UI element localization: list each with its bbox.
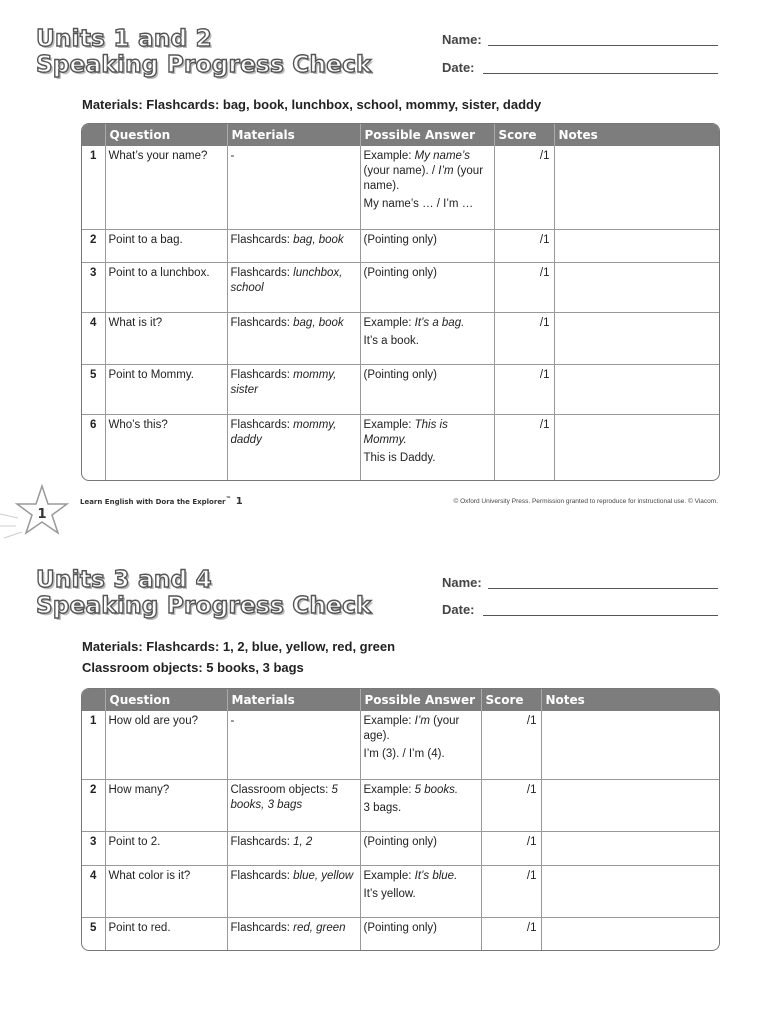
materials-italic: mommy, daddy <box>230 418 337 446</box>
materials-text: Materials: Flashcards: bag, book, lunchbox, school, mommy, sister, daddy <box>82 97 542 112</box>
notes-cell[interactable] <box>541 865 719 917</box>
book-title: Learn English with Dora the Explorer <box>80 498 226 506</box>
answer-alt: This is Daddy. <box>363 451 436 464</box>
materials-text: Flashcards: <box>230 316 294 329</box>
header-answer: Possible Answer <box>360 689 481 711</box>
answer-cell <box>360 711 481 779</box>
table-row <box>82 865 719 917</box>
table-row <box>82 711 719 779</box>
title-line-1: Units 3 and 4 <box>36 567 212 593</box>
question-cell: How many? <box>105 779 227 831</box>
star-page-icon <box>0 478 70 548</box>
date-line <box>483 615 718 616</box>
title-line-1: Units 1 and 2 <box>36 26 212 52</box>
answer-text: (your name). / <box>363 165 439 177</box>
answer-italic: My name’s <box>414 150 471 162</box>
answer-text: Example: <box>363 316 415 329</box>
row-number: 4 <box>82 865 105 917</box>
materials-text: Classroom objects: <box>230 783 332 796</box>
question-cell: What’s your name? <box>105 146 227 229</box>
question-cell: Point to Mommy. <box>105 364 227 414</box>
materials-italic: bag, book <box>293 233 344 246</box>
title-line-2: Speaking Progress Check <box>36 52 372 78</box>
answer-italic: I’m <box>414 715 430 727</box>
question-cell: What color is it? <box>105 865 227 917</box>
star-number: 1 <box>37 507 47 522</box>
notes-cell[interactable] <box>554 364 719 414</box>
answer-alt: It’s yellow. <box>363 887 416 900</box>
score-cell: /1 <box>481 711 541 779</box>
header-score: Score <box>481 689 541 711</box>
answer-text: Example: <box>363 715 415 727</box>
table-row <box>82 831 719 865</box>
row-number: 1 <box>90 715 97 727</box>
materials-text: Flashcards: <box>230 233 294 246</box>
materials-cell <box>227 917 360 950</box>
answer-cell: (Pointing only) <box>360 917 481 950</box>
materials-cell <box>227 831 360 865</box>
question-cell: Point to a bag. <box>105 229 227 262</box>
materials-italic: lunchbox, school <box>230 266 343 294</box>
materials-italic: bag, book <box>293 316 344 329</box>
notes-cell[interactable] <box>541 711 719 779</box>
table-header-row <box>82 689 719 711</box>
row-number: 5 <box>82 364 105 414</box>
name-line <box>488 45 718 46</box>
materials-text: Flashcards: <box>230 418 294 431</box>
title-line-2: Speaking Progress Check <box>36 593 372 619</box>
header-question: Question <box>105 124 227 146</box>
name-field[interactable] <box>442 32 482 47</box>
notes-cell[interactable] <box>554 262 719 312</box>
answer-text: Example: <box>363 869 415 882</box>
row-number: 4 <box>82 312 105 364</box>
header-num <box>82 689 105 711</box>
question-cell: How old are you? <box>105 711 227 779</box>
score-cell: /1 <box>481 865 541 917</box>
materials-cell <box>227 779 360 831</box>
row-number: 6 <box>82 414 105 480</box>
answer-cell <box>360 312 494 364</box>
answer-cell <box>360 865 481 917</box>
header-answer: Possible Answer <box>360 124 494 146</box>
question-cell: Point to 2. <box>105 831 227 865</box>
answer-alt: It’s a book. <box>363 334 419 347</box>
materials-text: Flashcards: <box>230 266 294 279</box>
score-cell: /1 <box>494 146 554 229</box>
materials-cell: - <box>227 711 360 779</box>
table-row <box>82 364 719 414</box>
header-question: Question <box>105 689 227 711</box>
page-title <box>36 26 372 78</box>
answer-italic: It’s blue. <box>414 869 458 882</box>
materials-line-1: Materials: Flashcards: 1, 2, blue, yellow, red, green <box>82 639 396 654</box>
score-cell: /1 <box>481 779 541 831</box>
trademark: ™ <box>225 496 232 503</box>
question-cell: What is it? <box>105 312 227 364</box>
materials-text: Flashcards: <box>230 835 294 848</box>
materials-text <box>82 636 395 678</box>
table-row <box>82 917 719 950</box>
notes-cell[interactable] <box>541 917 719 950</box>
table-row <box>82 414 719 480</box>
answer-italic: I’m <box>438 165 454 177</box>
table-row <box>82 146 719 229</box>
score-cell: /1 <box>481 831 541 865</box>
answer-cell: (Pointing only) <box>360 831 481 865</box>
materials-cell <box>227 364 360 414</box>
materials-italic: mommy, sister <box>230 368 337 396</box>
table-row <box>82 312 719 364</box>
answer-cell <box>360 414 494 480</box>
row-number: 1 <box>90 150 97 162</box>
row-number: 3 <box>82 262 105 312</box>
answer-italic: It’s a bag. <box>414 316 465 329</box>
materials-text: Flashcards: <box>230 869 294 882</box>
date-line <box>483 73 718 74</box>
notes-cell[interactable] <box>554 146 719 229</box>
materials-italic: red, green <box>293 921 346 934</box>
materials-line-2: Classroom objects: 5 books, 3 bags <box>82 660 304 675</box>
name-field[interactable] <box>442 575 482 590</box>
score-cell: /1 <box>494 229 554 262</box>
answer-italic: 5 books. <box>414 783 459 796</box>
row-number: 2 <box>82 229 105 262</box>
question-cell: Point to a lunchbox. <box>105 262 227 312</box>
page-title <box>36 567 372 619</box>
score-cell: /1 <box>494 364 554 414</box>
page-number: 1 <box>235 496 243 507</box>
answer-text: (your age). <box>363 715 460 742</box>
materials-cell: - <box>227 146 360 229</box>
score-cell: /1 <box>494 414 554 480</box>
answer-alt: 3 bags. <box>363 801 402 814</box>
materials-italic: blue, yellow <box>293 869 354 882</box>
score-cell: /1 <box>494 312 554 364</box>
materials-cell <box>227 414 360 480</box>
header-score: Score <box>494 124 554 146</box>
answer-text: Example: <box>363 783 415 796</box>
score-cell: /1 <box>494 262 554 312</box>
progress-table <box>81 688 720 951</box>
answer-cell: (Pointing only) <box>360 262 494 312</box>
answer-cell <box>360 779 481 831</box>
materials-italic: 1, 2 <box>293 835 313 848</box>
question-cell: Who’s this? <box>105 414 227 480</box>
table-row <box>82 779 719 831</box>
footer-book-title <box>80 496 243 507</box>
materials-italic: 5 books, 3 bags <box>230 783 338 811</box>
materials-text: Flashcards: <box>230 368 294 381</box>
row-number: 3 <box>82 831 105 865</box>
date-label: Date: <box>442 60 475 75</box>
progress-table <box>81 123 720 481</box>
answer-cell <box>360 146 494 229</box>
answer-alt: My name’s … / I’m … <box>363 198 474 210</box>
date-field[interactable] <box>442 60 475 75</box>
table-header-row <box>82 124 719 146</box>
question-cell: Point to red. <box>105 917 227 950</box>
materials-cell <box>227 865 360 917</box>
answer-cell: (Pointing only) <box>360 364 494 414</box>
copyright-notice: © Oxford University Press. Permission granted to reproduce for instructional use. © Viacom. <box>453 498 718 505</box>
notes-cell[interactable] <box>541 779 719 831</box>
notes-cell[interactable] <box>554 414 719 480</box>
answer-alt: I’m (3). / I’m (4). <box>363 748 445 760</box>
row-number: 2 <box>82 779 105 831</box>
name-label: Name: <box>442 32 482 47</box>
header-notes: Notes <box>541 689 719 711</box>
notes-cell[interactable] <box>554 312 719 364</box>
score-cell: /1 <box>481 917 541 950</box>
answer-text: Example: <box>363 418 415 431</box>
name-line <box>488 588 718 589</box>
notes-cell[interactable] <box>541 831 719 865</box>
notes-cell[interactable] <box>554 229 719 262</box>
answer-cell: (Pointing only) <box>360 229 494 262</box>
table-row <box>82 229 719 262</box>
materials-text: Flashcards: <box>230 921 294 934</box>
date-label: Date: <box>442 602 475 617</box>
header-num <box>82 124 105 146</box>
materials-cell <box>227 229 360 262</box>
header-materials: Materials <box>227 689 360 711</box>
materials-cell <box>227 262 360 312</box>
name-label: Name: <box>442 575 482 590</box>
materials-cell <box>227 312 360 364</box>
table-row <box>82 262 719 312</box>
header-notes: Notes <box>554 124 719 146</box>
row-number: 5 <box>82 917 105 950</box>
answer-text: (your name). <box>363 165 484 192</box>
header-materials: Materials <box>227 124 360 146</box>
date-field[interactable] <box>442 602 475 617</box>
answer-text: Example: <box>363 150 415 162</box>
answer-italic: This is Mommy. <box>363 418 448 446</box>
